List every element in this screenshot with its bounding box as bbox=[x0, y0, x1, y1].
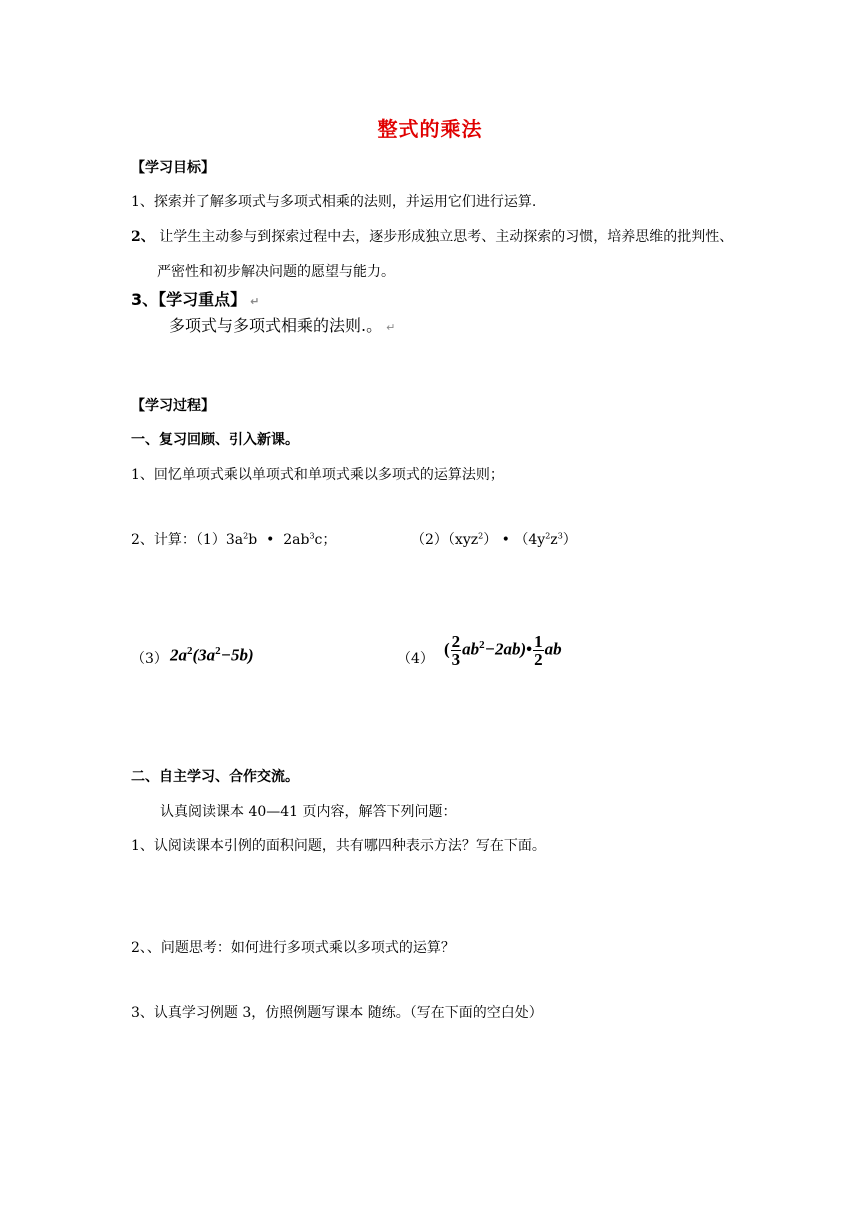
focus-text: 多项式与多项式相乘的法则.。 bbox=[169, 316, 383, 335]
section-2-heading: 二、自主学习、合作交流。 bbox=[131, 769, 299, 785]
problem-3-expression: $2a^2(3a^2-5b)$ bbox=[170, 645, 254, 665]
goal-item-2-text: 让学生主动参与到探索过程中去，逐步形成独立思考、主动探索的习惯，培养思维的批判性、 bbox=[159, 229, 734, 245]
goal-item-1: 1、探索并了解多项式与多项式相乘的法则，并运用它们进行运算. bbox=[131, 194, 537, 210]
problem-4-expression: ( $\frac{2}{3}$ $ab^2-2ab)•$ $\frac{1}{2}$ ab bbox=[444, 632, 562, 669]
page-title: 整式的乘法 bbox=[377, 117, 483, 141]
problem-2: （2）（xyz$^2$） • $(4y^2z^3)$ bbox=[411, 531, 577, 548]
goal-item-2-continuation: 严密性和初步解决问题的愿望与能力。 bbox=[157, 264, 395, 280]
learning-goals-heading: 【学习目标】 bbox=[131, 160, 215, 176]
question-3: 3、认真学习例题 3，仿照例题写课本 随练。（写在下面的空白处） bbox=[131, 1005, 543, 1021]
focus-label: 3、【学习重点】 bbox=[131, 290, 247, 309]
problem-1-prefix: 2、计算：（1） bbox=[131, 532, 226, 548]
fraction-two-thirds: $\frac{2}{3}$ bbox=[451, 632, 461, 669]
learning-process-heading: 【学习过程】 bbox=[131, 398, 215, 414]
problem-3-label: （3） bbox=[131, 651, 168, 667]
focus-content bbox=[169, 313, 395, 336]
goal-item-2-number: 2、 bbox=[131, 229, 155, 245]
section-1-heading: 一、复习回顾、引入新课。 bbox=[131, 432, 299, 448]
section-1-item-1: 1、回忆单项式乘以单项式和单项式乘以多项式的运算法则； bbox=[131, 467, 504, 483]
paragraph-mark-icon: ↵ bbox=[386, 321, 396, 334]
problem-1: 2、计算：$(1)3a^2b$ • $2ab^3c$； bbox=[131, 531, 337, 548]
fraction-one-half: $\frac{1}{2}$ bbox=[534, 632, 543, 669]
goal-item-2 bbox=[131, 226, 733, 246]
question-2: 2、、问题思考：如何进行多项式乘以多项式的运算？ bbox=[131, 940, 455, 956]
paragraph-mark-icon: ↵ bbox=[250, 295, 260, 308]
problem-4-label: （4） bbox=[397, 651, 434, 667]
focus-heading bbox=[131, 287, 259, 310]
read-instruction: 认真阅读课本 40—41 页内容，解答下列问题： bbox=[160, 804, 457, 820]
question-1: 1、认阅读课本引例的面积问题，共有哪四种表示方法？写在下面。 bbox=[131, 838, 546, 854]
